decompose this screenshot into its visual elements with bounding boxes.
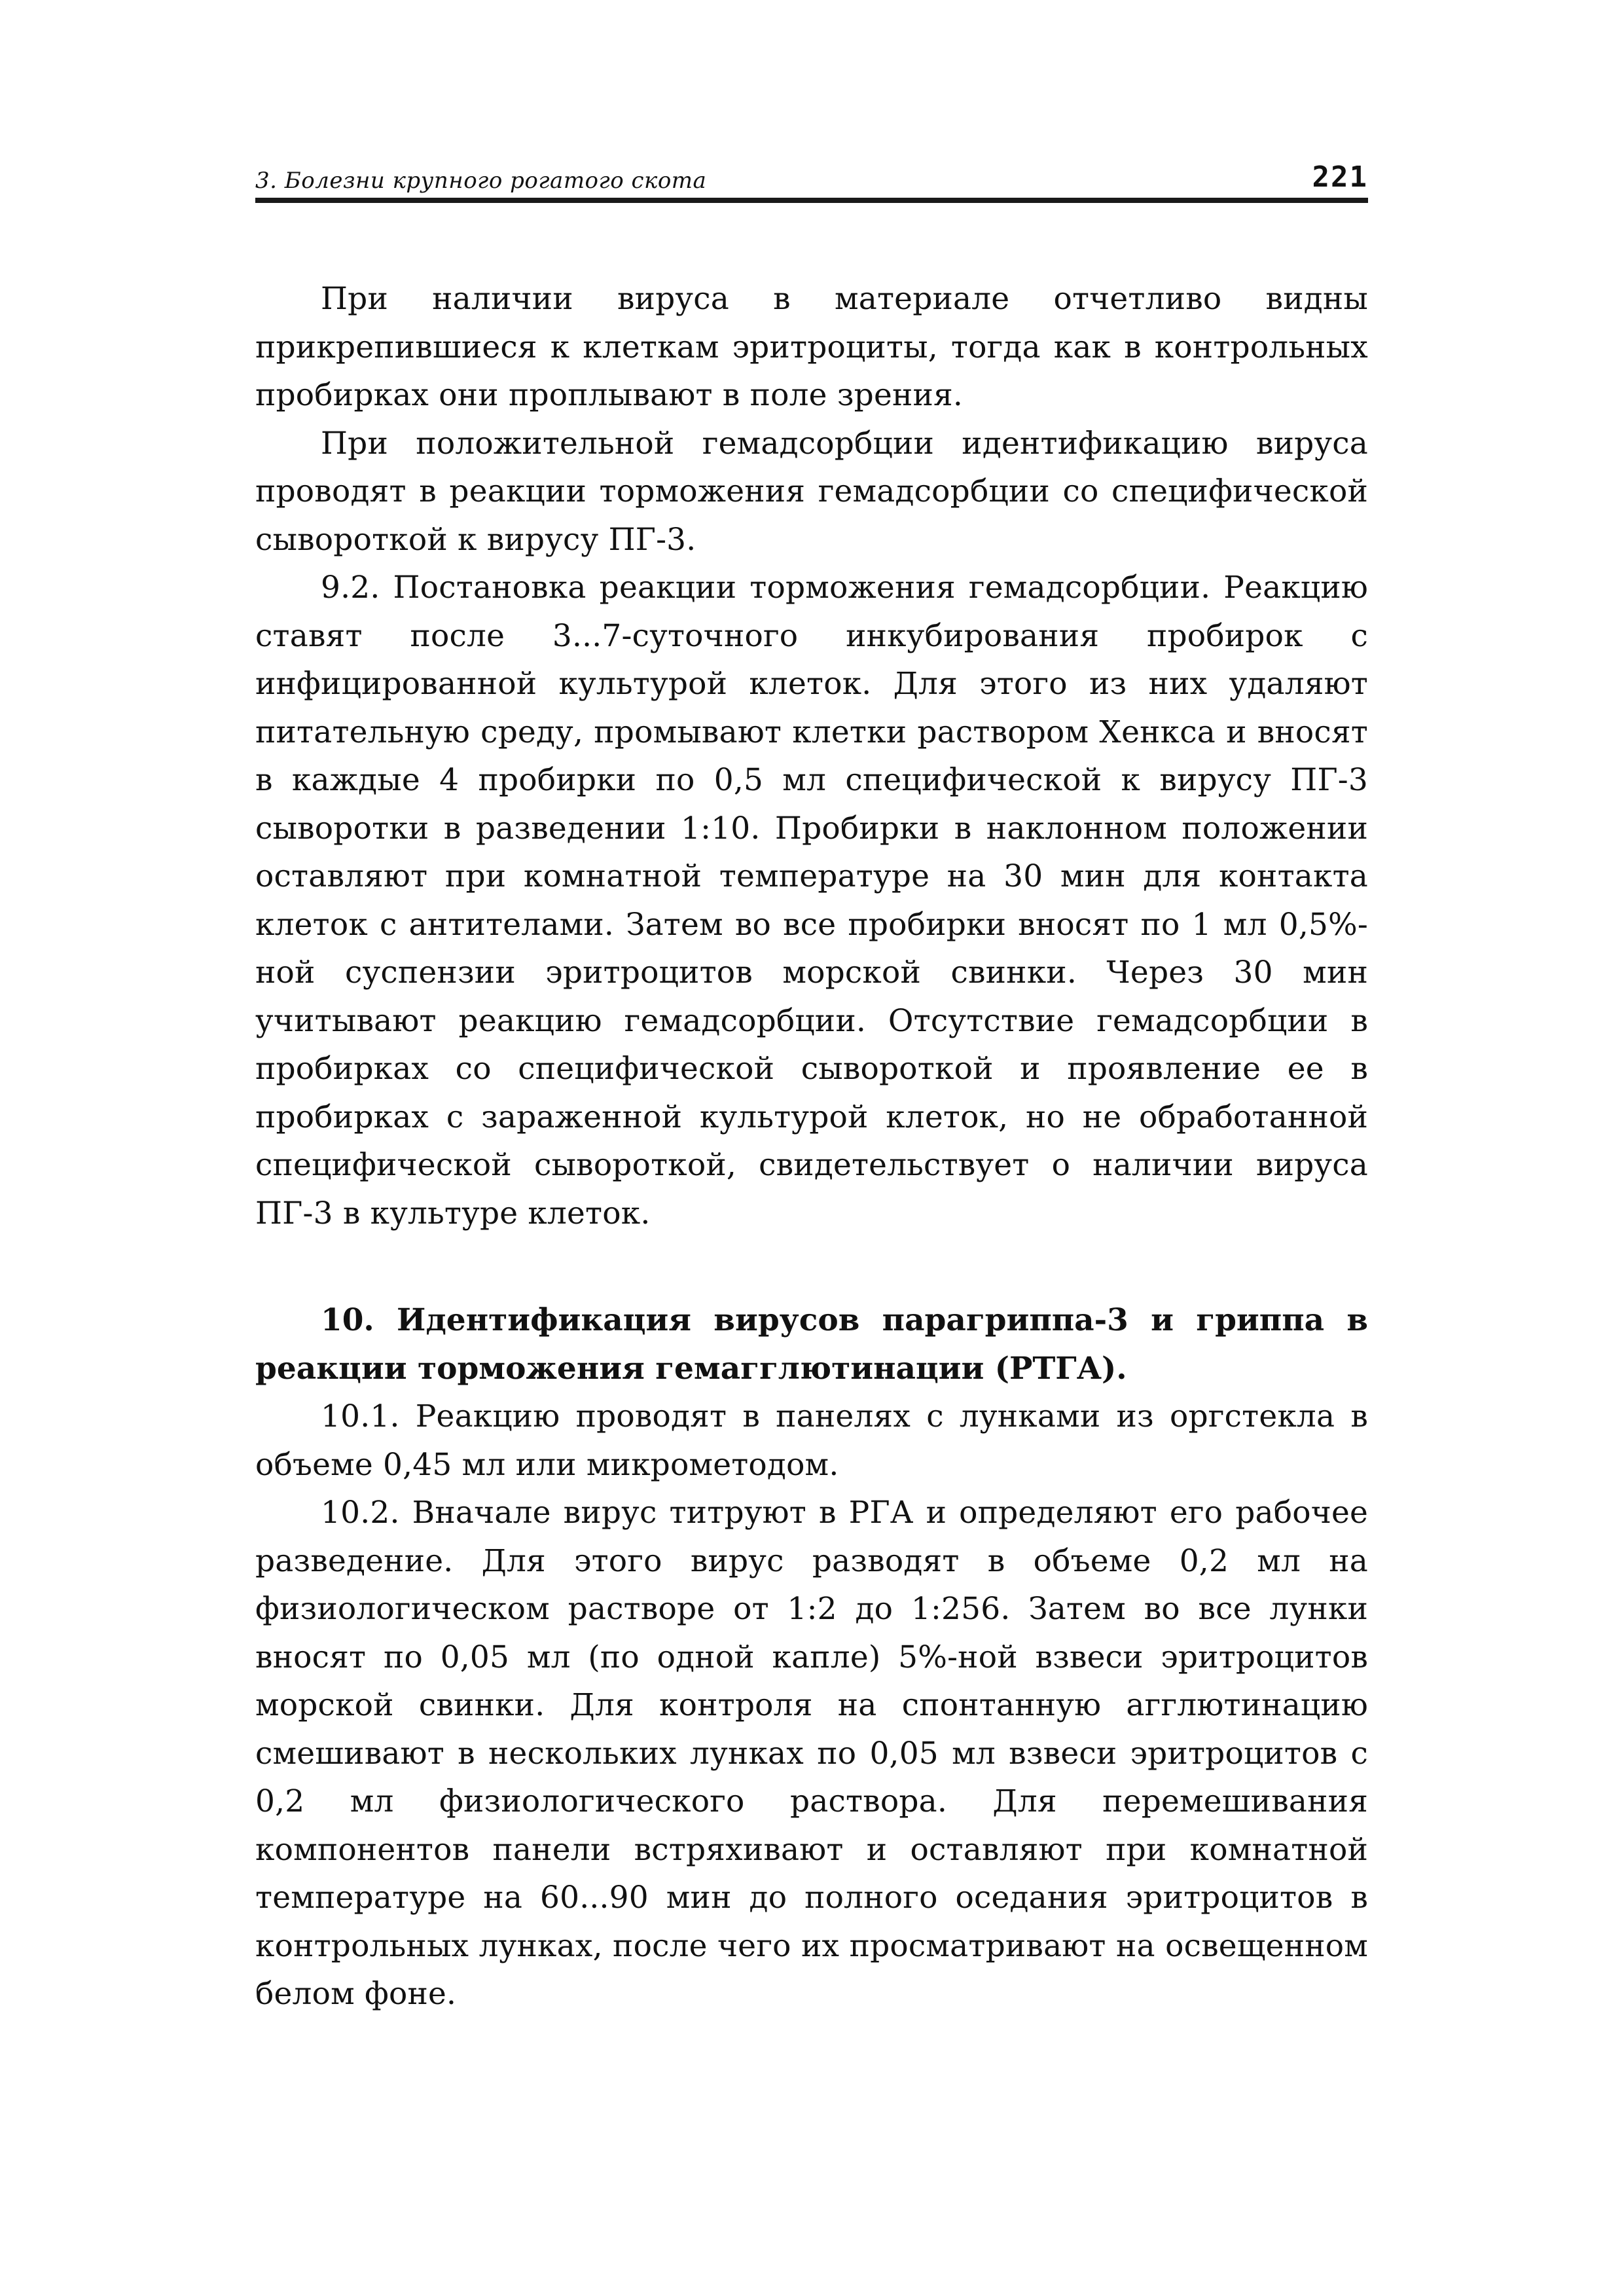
book-page (255, 157, 1368, 2018)
running-head (255, 157, 1368, 203)
section-heading: 10. Идентификация вирусов парагриппа-3 и гриппа в реакции торможения гемагглютинации (РТГА). (255, 1302, 1368, 1387)
paragraph: При наличии вируса в материале отчетливо видны прикрепившиеся к клеткам эритроциты, тогда как в контрольных пробирках они проплывают в поле зрения. (255, 281, 1368, 413)
paragraph: При положительной гемадсорбции идентификацию вируса проводят в реакции торможения гемадсорбции со специфической сывороткой к вирусу ПГ-3. (255, 425, 1368, 558)
paragraph: 10.2. Вначале вирус титруют в РГА и определяют его рабочее разведение. Для этого вирус разводят в объеме 0,2 мл на физиологическом растворе от 1:2 до 1:256. Затем во все лунки вносят по 0,05 мл (по одной капле) 5%-ной взвеси эритроцитов морской свинки. Для контроля на спонтанную агглютинацию смешивают в нескольких лунках по 0,05 мл взвеси эритроцитов с 0,2 мл физиологического раствора. Для перемешивания компонентов панели встряхивают и оставляют при комнатной температуре на 60...90 мин до полного оседания эритроцитов в контрольных лунках, после чего их просматривают на освещенном белом фоне. (255, 1495, 1368, 2012)
running-head-title: 3. Болезни крупного рогатого скота (255, 168, 707, 194)
paragraph: 9.2. Постановка реакции торможения гемадсорбции. Реакцию ставят после 3...7-суточного инкубирования пробирок с инфицированной культурой клеток. Для этого из них удаляют питательную среду, промывают клетки раствором Хенкса и вносят в каждые 4 пробирки по 0,5 мл специфической к вирусу ПГ-3 сыворотки в разведении 1:10. Пробирки в наклонном положении оставляют при комнатной температуре на 30 мин для контакта клеток с антителами. Затем во все пробирки вносят по 1 мл 0,5%-ной суспензии эритроцитов морской свинки. Через 30 мин учитывают реакцию гемадсорбции. Отсутствие гемадсорбции в пробирках со специфической сывороткой и проявление ее в пробирках с зараженной культурой клеток, но не обработанной специфической сывороткой, свидетельствует о наличии вируса ПГ-3 в культуре клеток. (255, 570, 1368, 1231)
body-text (255, 275, 1368, 2018)
paragraph: 10.1. Реакцию проводят в панелях с лунками из оргстекла в объеме 0,45 мл или микрометодом. (255, 1398, 1368, 1483)
page-number: 221 (1312, 160, 1368, 194)
